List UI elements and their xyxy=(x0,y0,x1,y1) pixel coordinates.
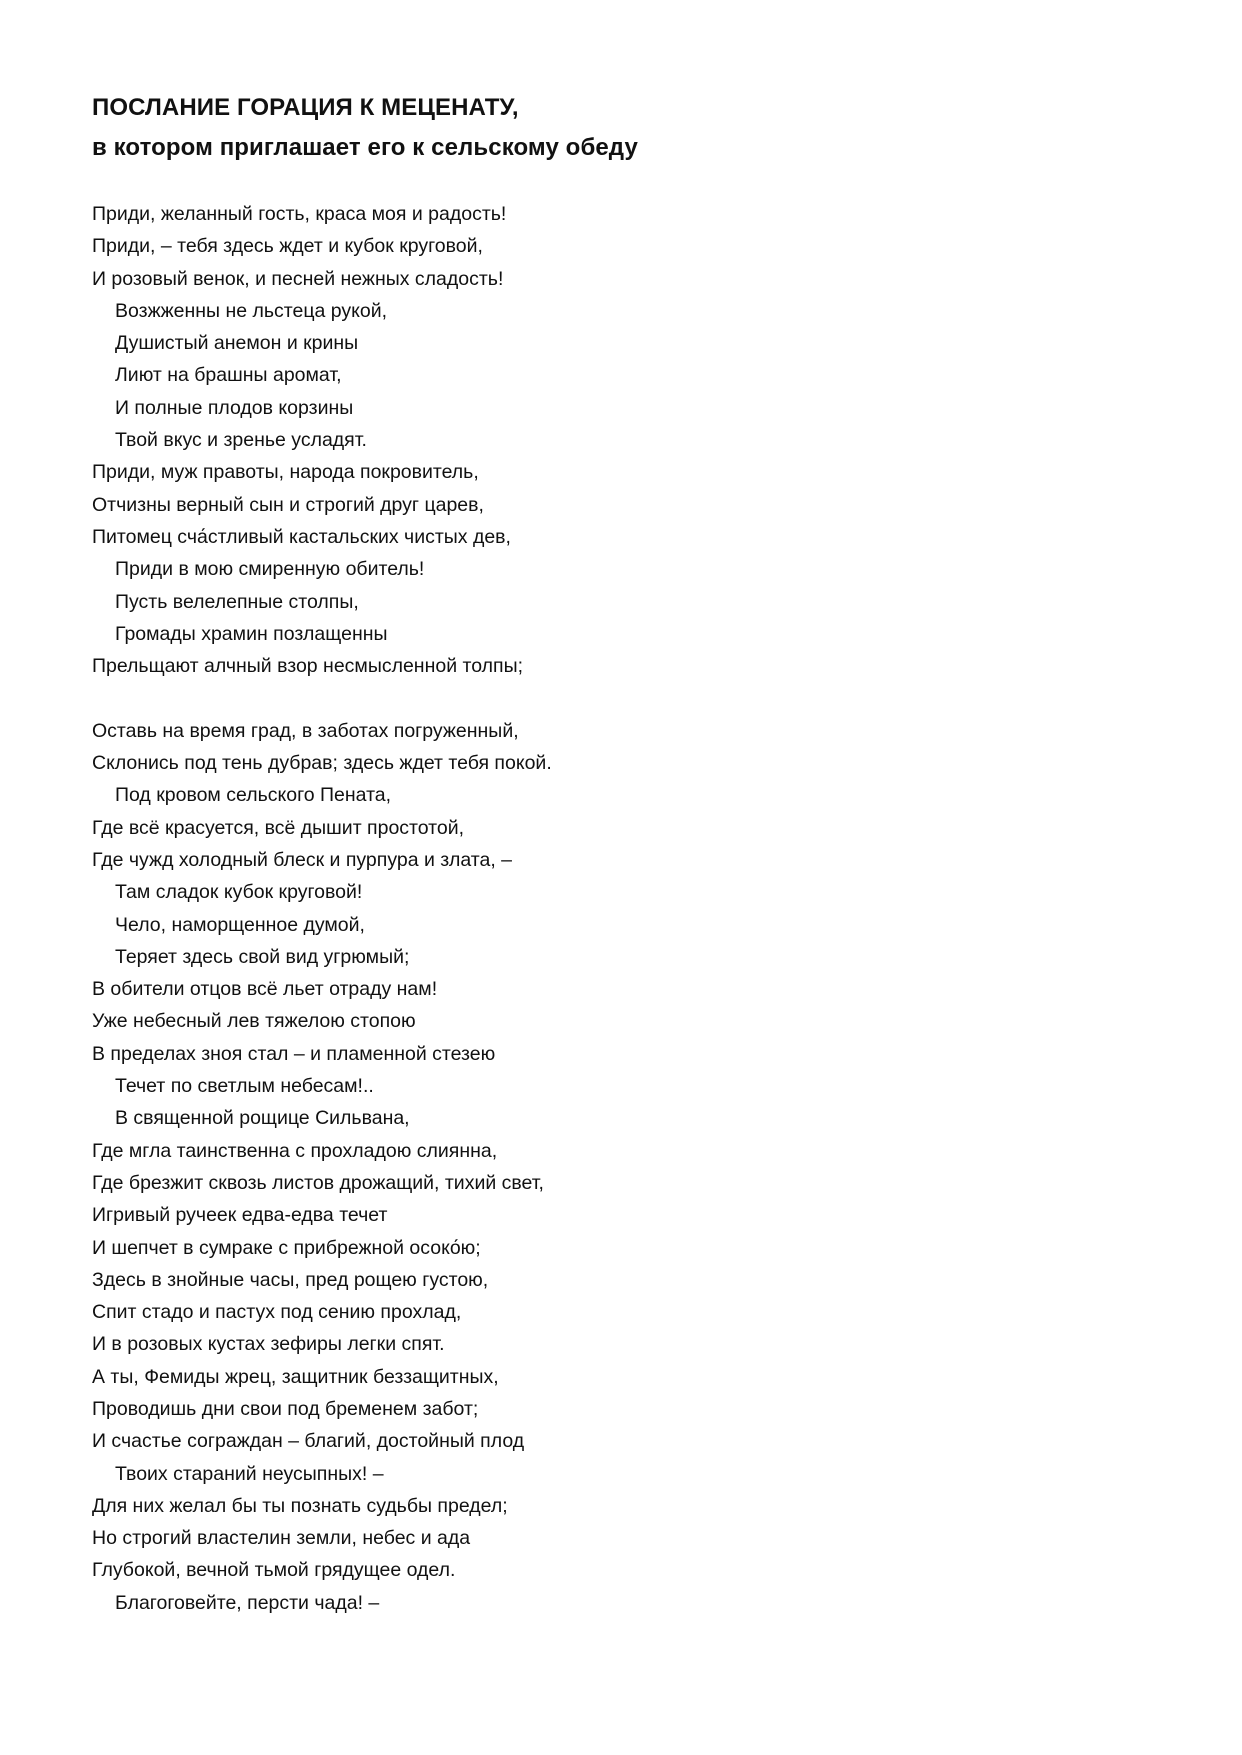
verse-line: И полные плодов корзины xyxy=(115,396,354,419)
verse-line: Приди, – тебя здесь ждет и кубок круговой, xyxy=(92,235,483,258)
verse-line: В священной рощице Сильвана, xyxy=(115,1107,410,1130)
verse-line: Игривый ручеек едва-едва течет xyxy=(92,1204,388,1227)
verse-line: Приди, желанный гость, краса моя и радость! xyxy=(92,203,507,225)
verse-line: Возжженны не льстеца рукой, xyxy=(115,299,388,322)
verse-line: А ты, Фемиды жрец, защитник беззащитных, xyxy=(92,1365,499,1388)
verse-line: Проводишь дни свои под бременем забот; xyxy=(92,1397,479,1420)
verse-line: Где всё красуется, всё дышит простотой, xyxy=(92,816,465,839)
verse-line: Склонись под тень дубрав; здесь ждет тебя покой. xyxy=(92,752,552,775)
verse-line: Для них желал бы ты познать судьбы предел; xyxy=(92,1494,508,1517)
verse-line: Там сладок кубок круговой! xyxy=(115,881,363,904)
verse-line: Уже небесный лев тяжелою стопою xyxy=(92,1010,416,1033)
verse-line: Отчизны верный сын и строгий друг царев, xyxy=(92,493,484,516)
verse-line: В пределах зноя стал – и пламенной стезею xyxy=(92,1042,496,1065)
verse-line: Приди, муж правоты, народа покровитель, xyxy=(92,461,479,484)
verse-line: Под кровом сельского Пената, xyxy=(115,784,392,807)
verse-line: Глубокой, вечной тьмой грядущее одел. xyxy=(92,1559,456,1582)
title-line-main: ПОСЛАНИЕ ГОРАЦИЯ К МЕЦЕНАТУ, xyxy=(92,94,519,121)
verse-line: Чело, наморщенное думой, xyxy=(115,913,365,936)
verse-line: В обители отцов всё льет отраду нам! xyxy=(92,978,438,1001)
title-block xyxy=(92,88,638,168)
verse-line: Где мгла таинственна с прохладою слиянна, xyxy=(92,1139,498,1162)
verse-line: И счастье сограждан – благий, достойный плод xyxy=(92,1430,525,1453)
verse-line: Где брезжит сквозь листов дрожащий, тихий свет, xyxy=(92,1171,544,1194)
verse-line: И в розовых кустах зефиры легки спят. xyxy=(92,1333,445,1356)
verse-line: Благоговейте, персти чада! – xyxy=(115,1591,380,1614)
verse-line: И розовый венок, и песней нежных сладость! xyxy=(92,267,504,290)
verse-line: Твоих стараний неусыпных! – xyxy=(115,1462,384,1485)
verse-line: Оставь на время град, в заботах погруженный, xyxy=(92,719,519,742)
verse-line: Пусть велелепные столпы, xyxy=(115,590,359,613)
verse-line: Приди в мою смиренную обитель! xyxy=(115,558,425,581)
verse-line: Лиют на брашны аромат, xyxy=(115,364,342,387)
verse-line: Твой вкус и зренье усладят. xyxy=(115,429,367,452)
verse-line: Питомец сча́стливый кастальских чистых дев, xyxy=(92,525,511,548)
poem-body xyxy=(92,198,1172,1619)
verse-line: Где чужд холодный блеск и пурпура и злата, – xyxy=(92,848,513,871)
title-line-subtitle: в котором приглашает его к сельскому обеду xyxy=(92,134,638,161)
verse-line: Здесь в знойные часы, пред рощею густою, xyxy=(92,1268,489,1291)
verse-line: Прельщают алчный взор несмысленной толпы; xyxy=(92,655,523,678)
verse-line: И шепчет в сумраке с прибрежной осоко́ю; xyxy=(92,1236,481,1259)
stanza-break xyxy=(92,682,1172,714)
verse-line: Но строгий властелин земли, небес и ада xyxy=(92,1527,471,1550)
verse-line: Теряет здесь свой вид угрюмый; xyxy=(115,945,410,968)
verse-line: Спит стадо и пастух под сению прохлад, xyxy=(92,1301,462,1324)
verse-line: Течет по светлым небесам!.. xyxy=(115,1075,374,1098)
verse-line: Душистый анемон и крины xyxy=(115,332,359,355)
verse-line: Громады храмин позлащенны xyxy=(115,622,388,645)
